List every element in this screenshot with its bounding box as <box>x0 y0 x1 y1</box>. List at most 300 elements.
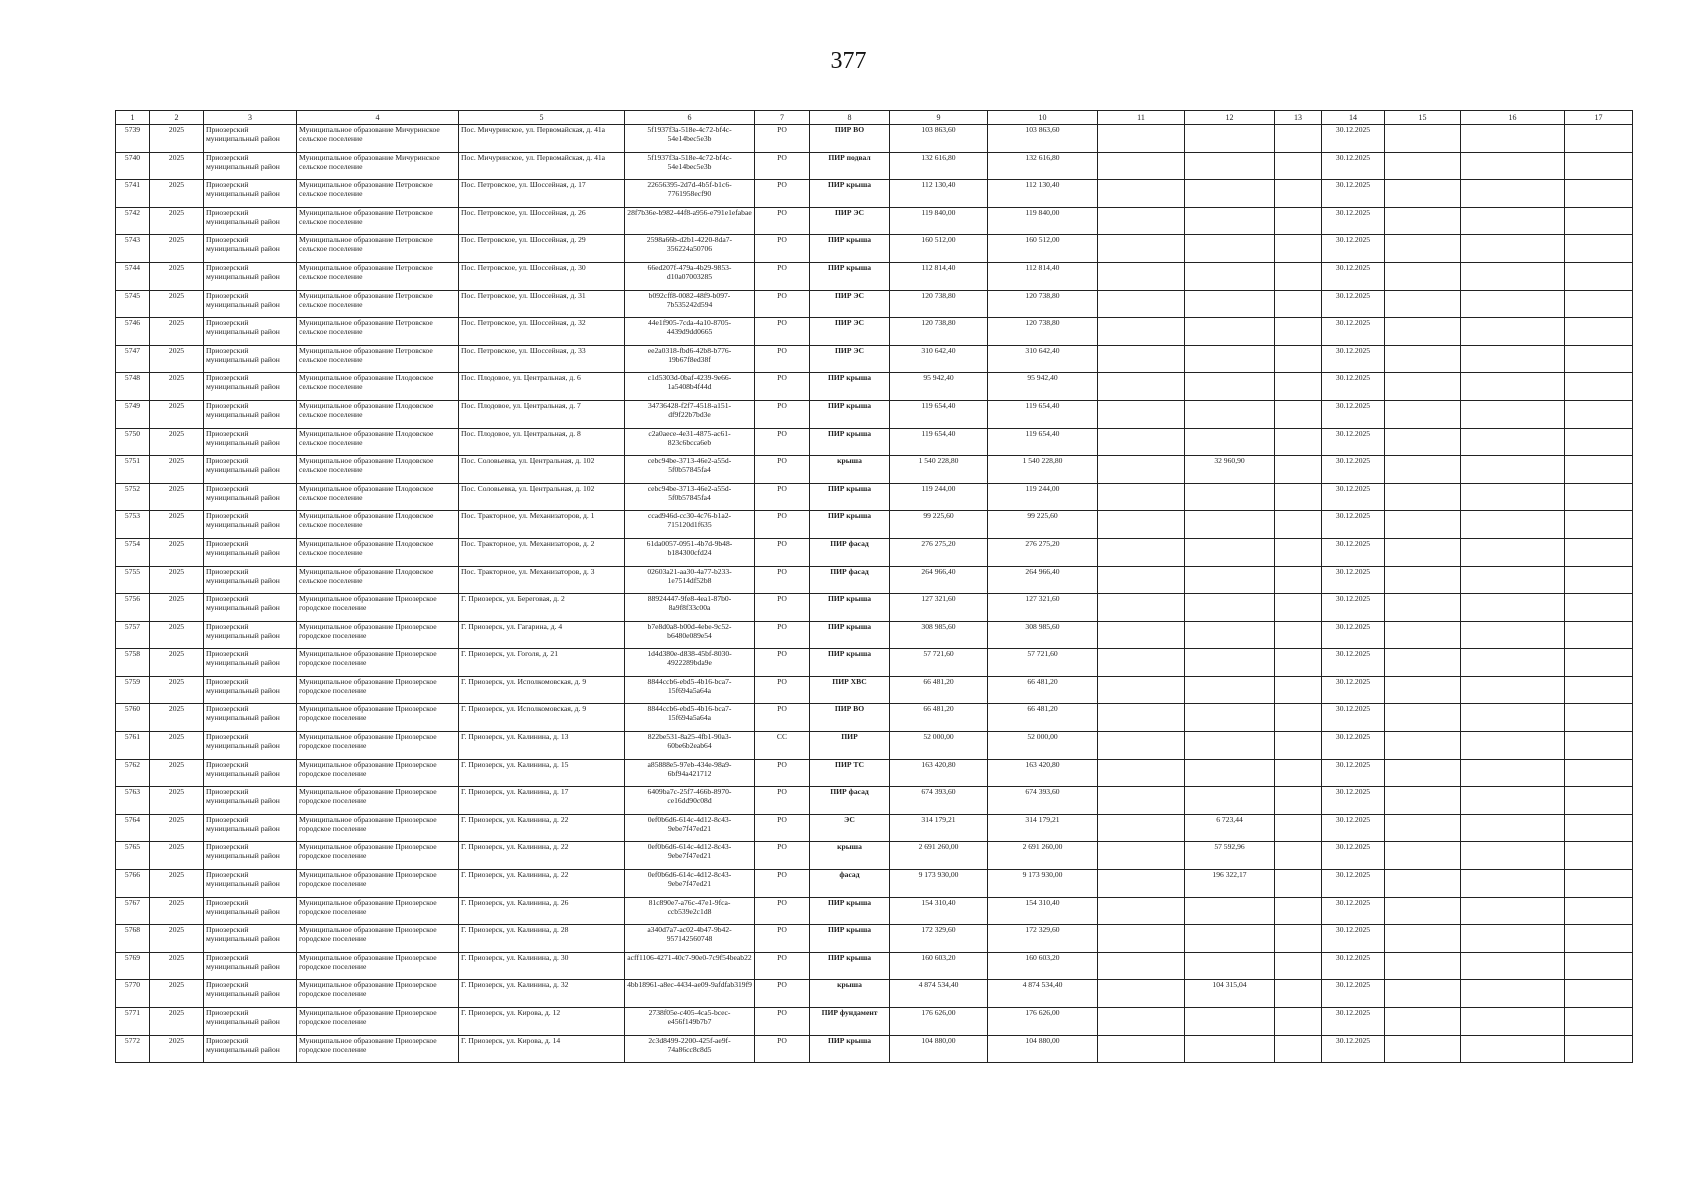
table-cell <box>1185 952 1275 980</box>
table-cell <box>1098 594 1185 622</box>
table-cell: 5761 <box>116 732 150 760</box>
table-cell: 5757 <box>116 621 150 649</box>
table-cell <box>1185 1035 1275 1063</box>
table-cell: 5747 <box>116 345 150 373</box>
table-cell <box>1461 980 1565 1008</box>
table-cell <box>1461 897 1565 925</box>
table-cell <box>1385 676 1461 704</box>
table-cell: 30.12.2025 <box>1322 262 1385 290</box>
table-cell: Приозерский муниципальный район <box>204 759 297 787</box>
table-cell <box>1385 814 1461 842</box>
table-cell: РО <box>755 152 810 180</box>
table-cell <box>1275 952 1322 980</box>
table-cell <box>1461 925 1565 953</box>
table-cell <box>1098 511 1185 539</box>
table-cell: 5765 <box>116 842 150 870</box>
table-cell <box>1565 152 1633 180</box>
table-cell: Приозерский муниципальный район <box>204 456 297 484</box>
table-cell <box>1385 787 1461 815</box>
table-cell <box>1185 180 1275 208</box>
table-cell: РО <box>755 428 810 456</box>
table-cell <box>1565 235 1633 263</box>
table-cell <box>1185 373 1275 401</box>
table-cell <box>1275 759 1322 787</box>
table-cell: 104 315,04 <box>1185 980 1275 1008</box>
table-cell <box>1385 732 1461 760</box>
table-cell: ПИР крыша <box>810 180 890 208</box>
table-cell: Пос. Петровское, ул. Шоссейная, д. 26 <box>459 207 625 235</box>
table-cell <box>1098 456 1185 484</box>
table-cell: 176 626,00 <box>890 1008 988 1036</box>
table-cell: 2025 <box>150 952 204 980</box>
table-cell: 2025 <box>150 125 204 153</box>
table-cell: Г. Приозерск, ул. Калинина, д. 28 <box>459 925 625 953</box>
table-cell <box>1385 235 1461 263</box>
table-cell: Г. Приозерск, ул. Калинина, д. 13 <box>459 732 625 760</box>
table-cell <box>1275 262 1322 290</box>
table-cell <box>1461 566 1565 594</box>
table-cell: ПИР крыша <box>810 428 890 456</box>
table-cell <box>1461 649 1565 677</box>
table-cell: РО <box>755 400 810 428</box>
table-cell <box>1461 787 1565 815</box>
column-header: 5 <box>459 111 625 125</box>
table-row <box>116 235 1633 263</box>
table-cell <box>1461 952 1565 980</box>
table-cell: ПИР крыша <box>810 511 890 539</box>
table-cell <box>1098 649 1185 677</box>
table-cell: 30.12.2025 <box>1322 538 1385 566</box>
table-cell: 2025 <box>150 842 204 870</box>
table-row <box>116 787 1633 815</box>
table-cell: 5766 <box>116 870 150 898</box>
table-cell: 103 863,60 <box>988 125 1098 153</box>
table-cell: 66 481,20 <box>890 676 988 704</box>
table-cell: 5759 <box>116 676 150 704</box>
table-row <box>116 318 1633 346</box>
table-cell: 119 654,40 <box>890 428 988 456</box>
table-cell: РО <box>755 511 810 539</box>
table-cell: ПИР фасад <box>810 566 890 594</box>
table-cell <box>1098 621 1185 649</box>
table-cell <box>1461 318 1565 346</box>
table-cell: РО <box>755 649 810 677</box>
table-cell: 5770 <box>116 980 150 1008</box>
table-cell: Приозерский муниципальный район <box>204 400 297 428</box>
table-cell: 160 603,20 <box>890 952 988 980</box>
table-row <box>116 1008 1633 1036</box>
table-cell <box>1098 483 1185 511</box>
table-cell: Г. Приозерск, ул. Кирова, д. 12 <box>459 1008 625 1036</box>
table-cell <box>1185 897 1275 925</box>
table-cell <box>1565 400 1633 428</box>
table-cell: 314 179,21 <box>890 814 988 842</box>
table-cell: ПИР крыша <box>810 649 890 677</box>
table-cell: РО <box>755 180 810 208</box>
table-cell: 5755 <box>116 566 150 594</box>
column-header: 2 <box>150 111 204 125</box>
table-cell: 30.12.2025 <box>1322 649 1385 677</box>
table-cell: 2025 <box>150 180 204 208</box>
table-cell: 30.12.2025 <box>1322 897 1385 925</box>
column-header: 1 <box>116 111 150 125</box>
table-cell: 5764 <box>116 814 150 842</box>
table-cell: Приозерский муниципальный район <box>204 538 297 566</box>
table-cell: Пос. Плодовое, ул. Центральная, д. 8 <box>459 428 625 456</box>
table-body <box>116 125 1633 1063</box>
table-cell: РО <box>755 704 810 732</box>
table-cell <box>1385 125 1461 153</box>
table-cell <box>1385 842 1461 870</box>
table-cell: 61da0057-0951-4b7d-9b48-b184300cfd24 <box>625 538 755 566</box>
table-cell <box>1385 180 1461 208</box>
table-cell: 160 603,20 <box>988 952 1098 980</box>
table-cell <box>1098 152 1185 180</box>
table-row <box>116 566 1633 594</box>
table-cell: Приозерский муниципальный район <box>204 732 297 760</box>
table-cell <box>1385 152 1461 180</box>
table-cell: 2025 <box>150 787 204 815</box>
table-cell: Пос. Петровское, ул. Шоссейная, д. 30 <box>459 262 625 290</box>
table-cell <box>1385 870 1461 898</box>
table-cell <box>1385 759 1461 787</box>
table-cell: 34736428-f2f7-4518-a151-df9f22b7bd3e <box>625 400 755 428</box>
table-cell: 310 642,40 <box>988 345 1098 373</box>
table-row <box>116 290 1633 318</box>
table-cell: Приозерский муниципальный район <box>204 870 297 898</box>
table-row <box>116 373 1633 401</box>
table-cell <box>1275 152 1322 180</box>
table-cell <box>1185 428 1275 456</box>
table-cell: РО <box>755 594 810 622</box>
table-cell <box>1565 842 1633 870</box>
table-cell: РО <box>755 842 810 870</box>
table-cell: Приозерский муниципальный район <box>204 345 297 373</box>
table-cell: Муниципальное образование Плодовское сельское поселение <box>297 428 459 456</box>
table-cell: Приозерский муниципальный район <box>204 566 297 594</box>
table-cell: 30.12.2025 <box>1322 290 1385 318</box>
table-cell: 99 225,60 <box>988 511 1098 539</box>
table-cell <box>1565 594 1633 622</box>
table-cell: 2025 <box>150 428 204 456</box>
table-cell: Муниципальное образование Приозерское городское поселение <box>297 649 459 677</box>
table-cell: ПИР крыша <box>810 952 890 980</box>
table-row <box>116 704 1633 732</box>
table-cell <box>1185 400 1275 428</box>
table-cell: 2025 <box>150 456 204 484</box>
table-row <box>116 125 1633 153</box>
table-cell <box>1275 345 1322 373</box>
table-cell: 120 738,80 <box>988 318 1098 346</box>
table-cell <box>1098 897 1185 925</box>
data-table <box>115 110 1633 1063</box>
table-cell: ПИР крыша <box>810 483 890 511</box>
table-cell: Муниципальное образование Приозерское городское поселение <box>297 621 459 649</box>
table-cell <box>1185 345 1275 373</box>
table-cell: 30.12.2025 <box>1322 400 1385 428</box>
table-cell: 308 985,60 <box>890 621 988 649</box>
table-cell: Муниципальное образование Приозерское городское поселение <box>297 870 459 898</box>
table-cell: 2025 <box>150 483 204 511</box>
table-cell <box>1565 456 1633 484</box>
table-cell: 2025 <box>150 814 204 842</box>
table-cell: РО <box>755 1008 810 1036</box>
table-cell <box>1098 732 1185 760</box>
table-cell: РО <box>755 925 810 953</box>
table-cell: Приозерский муниципальный район <box>204 207 297 235</box>
table-cell: Приозерский муниципальный район <box>204 483 297 511</box>
table-cell: 30.12.2025 <box>1322 842 1385 870</box>
table-cell <box>1565 483 1633 511</box>
table-cell: Приозерский муниципальный район <box>204 925 297 953</box>
table-row <box>116 952 1633 980</box>
table-cell: 0ef0b6d6-614c-4d12-8c43-9ebe7f47ed21 <box>625 870 755 898</box>
table-cell <box>1098 1008 1185 1036</box>
table-cell <box>1275 125 1322 153</box>
table-cell <box>1565 649 1633 677</box>
table-cell <box>1385 373 1461 401</box>
table-cell <box>1565 676 1633 704</box>
table-cell <box>1461 483 1565 511</box>
table-cell: Пос. Плодовое, ул. Центральная, д. 6 <box>459 373 625 401</box>
table-cell <box>1461 456 1565 484</box>
table-cell <box>1275 897 1322 925</box>
table-cell: Г. Приозерск, ул. Калинина, д. 17 <box>459 787 625 815</box>
table-cell <box>1385 649 1461 677</box>
table-cell: РО <box>755 759 810 787</box>
table-cell <box>1185 787 1275 815</box>
table-cell <box>1461 290 1565 318</box>
table-row <box>116 538 1633 566</box>
table-cell <box>1565 732 1633 760</box>
table-cell: 132 616,80 <box>988 152 1098 180</box>
table-cell: 5749 <box>116 400 150 428</box>
table-cell: 163 420,80 <box>988 759 1098 787</box>
table-cell: Пос. Тракторное, ул. Механизаторов, д. 1 <box>459 511 625 539</box>
table-cell: 95 942,40 <box>988 373 1098 401</box>
table-cell: 66ed207f-479a-4b29-9853-d10a07003285 <box>625 262 755 290</box>
table-cell: 154 310,40 <box>988 897 1098 925</box>
table-cell: 119 244,00 <box>890 483 988 511</box>
table-cell: 176 626,00 <box>988 1008 1098 1036</box>
table-row <box>116 594 1633 622</box>
table-cell: Г. Приозерск, ул. Калинина, д. 22 <box>459 870 625 898</box>
table-cell: 2025 <box>150 594 204 622</box>
table-cell <box>1185 152 1275 180</box>
table-cell: Приозерский муниципальный район <box>204 787 297 815</box>
table-cell: ПИР ВО <box>810 125 890 153</box>
table-cell: 674 393,60 <box>890 787 988 815</box>
table-cell: 154 310,40 <box>890 897 988 925</box>
table-cell: c2a0aece-4e31-4875-ac61-823c6bcca6eb <box>625 428 755 456</box>
table-cell: Муниципальное образование Плодовское сельское поселение <box>297 538 459 566</box>
table-cell: 5752 <box>116 483 150 511</box>
table-cell <box>1385 207 1461 235</box>
table-cell <box>1098 759 1185 787</box>
table-cell <box>1185 621 1275 649</box>
table-cell <box>1275 814 1322 842</box>
table-cell: 163 420,80 <box>890 759 988 787</box>
table-cell: cebc94be-3713-46e2-a55d-5f0b57845fa4 <box>625 456 755 484</box>
table-cell <box>1565 428 1633 456</box>
column-header: 15 <box>1385 111 1461 125</box>
table-cell: 4 874 534,40 <box>890 980 988 1008</box>
table-cell: 4bb18961-a8ec-4434-ae09-9afdfab319f9 <box>625 980 755 1008</box>
table-cell: ПИР ВО <box>810 704 890 732</box>
table-cell <box>1565 1008 1633 1036</box>
table-cell: РО <box>755 952 810 980</box>
table-cell: Муниципальное образование Плодовское сельское поселение <box>297 456 459 484</box>
table-cell: 30.12.2025 <box>1322 373 1385 401</box>
table-cell <box>1098 925 1185 953</box>
table-cell: a85888e5-97eb-434e-98a9-6bf94a421712 <box>625 759 755 787</box>
table-cell: 44e1f905-7cda-4a10-8705-4439d9dd0665 <box>625 318 755 346</box>
table-cell: 57 592,96 <box>1185 842 1275 870</box>
table-cell: Муниципальное образование Приозерское городское поселение <box>297 925 459 953</box>
table-cell: 276 275,20 <box>988 538 1098 566</box>
table-cell: Г. Приозерск, ул. Калинина, д. 22 <box>459 842 625 870</box>
table-cell: Приозерский муниципальный район <box>204 373 297 401</box>
table-row <box>116 1035 1633 1063</box>
table-cell: 52 000,00 <box>890 732 988 760</box>
table-cell <box>1461 235 1565 263</box>
table-cell: ПИР ЭС <box>810 345 890 373</box>
table-row <box>116 814 1633 842</box>
table-cell <box>1275 621 1322 649</box>
table-cell <box>1185 594 1275 622</box>
table-cell: 196 322,17 <box>1185 870 1275 898</box>
table-cell: 112 814,40 <box>988 262 1098 290</box>
table-cell: Г. Приозерск, ул. Гагарина, д. 4 <box>459 621 625 649</box>
table-cell: 104 880,00 <box>890 1035 988 1063</box>
table-cell: Муниципальное образование Плодовское сельское поселение <box>297 566 459 594</box>
table-cell: Приозерский муниципальный район <box>204 952 297 980</box>
table-cell: Муниципальное образование Мичуринское сельское поселение <box>297 125 459 153</box>
table-cell: 120 738,80 <box>890 290 988 318</box>
table-cell: 2025 <box>150 235 204 263</box>
table-cell <box>1098 125 1185 153</box>
table-row <box>116 152 1633 180</box>
table-cell: 2025 <box>150 566 204 594</box>
table-cell: a340d7a7-ac02-4b47-9b42-957142560748 <box>625 925 755 953</box>
column-header: 3 <box>204 111 297 125</box>
table-cell: c1d5303d-0baf-4239-9e66-1a5408b4f44d <box>625 373 755 401</box>
table-cell <box>1461 428 1565 456</box>
table-cell <box>1461 511 1565 539</box>
table-cell: Муниципальное образование Петровское сельское поселение <box>297 318 459 346</box>
table-cell <box>1185 704 1275 732</box>
table-cell: 30.12.2025 <box>1322 980 1385 1008</box>
table-cell <box>1185 676 1275 704</box>
table-row <box>116 870 1633 898</box>
table-cell: РО <box>755 1035 810 1063</box>
table-cell: 2025 <box>150 538 204 566</box>
table-cell <box>1185 538 1275 566</box>
table-cell: 120 738,80 <box>890 318 988 346</box>
table-cell: ПИР ЭС <box>810 207 890 235</box>
table-cell: Пос. Мичуринское, ул. Первомайская, д. 41а <box>459 152 625 180</box>
table-cell: СС <box>755 732 810 760</box>
table-cell: Муниципальное образование Плодовское сельское поселение <box>297 483 459 511</box>
table-cell: 276 275,20 <box>890 538 988 566</box>
table-cell: 5748 <box>116 373 150 401</box>
table-cell: РО <box>755 262 810 290</box>
table-cell: Муниципальное образование Плодовское сельское поселение <box>297 511 459 539</box>
table-cell: 5750 <box>116 428 150 456</box>
table-cell: Г. Приозерск, ул. Исполкомовская, д. 9 <box>459 676 625 704</box>
table-cell <box>1565 373 1633 401</box>
table-cell: Пос. Петровское, ул. Шоссейная, д. 17 <box>459 180 625 208</box>
table-cell <box>1098 842 1185 870</box>
table-row <box>116 649 1633 677</box>
table-cell: 2025 <box>150 1008 204 1036</box>
table-cell: 02603a21-aa30-4a77-b233-1e7514df52b8 <box>625 566 755 594</box>
table-cell: 5754 <box>116 538 150 566</box>
table-cell: Муниципальное образование Приозерское городское поселение <box>297 759 459 787</box>
table-cell <box>1275 456 1322 484</box>
table-cell <box>1461 152 1565 180</box>
table-cell <box>1098 262 1185 290</box>
table-cell: 66 481,20 <box>890 704 988 732</box>
table-cell <box>1098 428 1185 456</box>
table-cell <box>1565 511 1633 539</box>
table-cell: Муниципальное образование Петровское сельское поселение <box>297 180 459 208</box>
table-cell: Г. Приозерск, ул. Калинина, д. 26 <box>459 897 625 925</box>
table-cell: 30.12.2025 <box>1322 235 1385 263</box>
table-cell: РО <box>755 787 810 815</box>
table-cell: 57 721,60 <box>988 649 1098 677</box>
table-cell <box>1098 952 1185 980</box>
table-cell: Муниципальное образование Приозерское городское поселение <box>297 676 459 704</box>
table-cell <box>1565 538 1633 566</box>
table-cell: ПИР фасад <box>810 787 890 815</box>
table-cell <box>1461 373 1565 401</box>
table-cell: крыша <box>810 980 890 1008</box>
table-cell: 8844ccb6-ebd5-4b16-bca7-15f694a5a64a <box>625 676 755 704</box>
table-cell <box>1098 980 1185 1008</box>
table-cell <box>1385 980 1461 1008</box>
table-cell <box>1461 538 1565 566</box>
table-cell: РО <box>755 814 810 842</box>
table-cell: 120 738,80 <box>988 290 1098 318</box>
table-cell: Г. Приозерск, ул. Калинина, д. 22 <box>459 814 625 842</box>
table-cell: 5760 <box>116 704 150 732</box>
table-cell <box>1185 511 1275 539</box>
table-cell <box>1185 318 1275 346</box>
table-cell <box>1185 1008 1275 1036</box>
table-cell <box>1565 207 1633 235</box>
table-cell <box>1565 704 1633 732</box>
column-header: 6 <box>625 111 755 125</box>
table-cell <box>1461 1008 1565 1036</box>
table-cell: ПИР крыша <box>810 373 890 401</box>
table-cell: 264 966,40 <box>988 566 1098 594</box>
table-cell: 5756 <box>116 594 150 622</box>
table-cell: Муниципальное образование Петровское сельское поселение <box>297 262 459 290</box>
table-cell <box>1275 676 1322 704</box>
table-cell <box>1565 1035 1633 1063</box>
table-row <box>116 456 1633 484</box>
table-cell: 674 393,60 <box>988 787 1098 815</box>
table-cell: 127 321,60 <box>988 594 1098 622</box>
table-cell: 2025 <box>150 925 204 953</box>
table-cell: 4 874 534,40 <box>988 980 1098 1008</box>
table-cell <box>1185 262 1275 290</box>
table-cell: Муниципальное образование Приозерское городское поселение <box>297 1008 459 1036</box>
table-cell: 30.12.2025 <box>1322 318 1385 346</box>
table-cell: 5739 <box>116 125 150 153</box>
table-cell: Г. Приозерск, ул. Береговая, д. 2 <box>459 594 625 622</box>
